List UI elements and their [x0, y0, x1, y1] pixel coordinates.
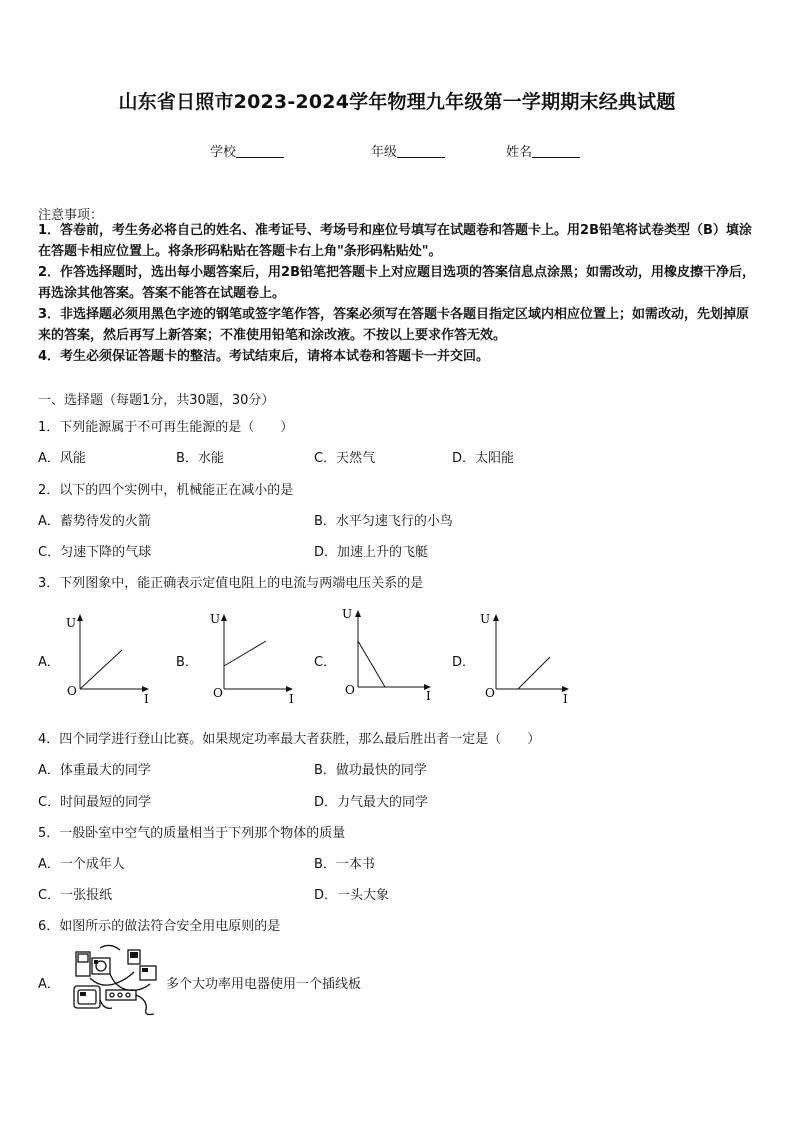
- page-title: 山东省日照市2023-2024学年物理九年级第一学期期末经典试题: [118, 91, 676, 113]
- question-2-stem: 2．以下的四个实例中，机械能正在减小的是: [38, 483, 294, 498]
- graph-c-y-label: U: [342, 607, 353, 621]
- school-field[interactable]: [210, 141, 284, 160]
- q3-option-d[interactable]: D．: [452, 655, 476, 670]
- graph-a-origin: O: [67, 684, 77, 698]
- name-field[interactable]: [506, 141, 580, 160]
- q3-option-a[interactable]: A．: [38, 655, 60, 670]
- graph-a: [60, 606, 160, 706]
- question-4-stem: 4．四个同学进行登山比赛。如果规定功率最大者获胜，那么最后胜出者一定是（ ）: [38, 732, 541, 747]
- graph-d-y-label: U: [480, 612, 491, 626]
- question-3-stem: 3．下列图象中，能正确表示定值电阻上的电流与两端电压关系的是: [38, 576, 424, 591]
- question-5-stem: 5．一般卧室中空气的质量相当于下列那个物体的质量: [38, 826, 346, 841]
- q1-option-b[interactable]: B．水能: [176, 451, 224, 466]
- q4-option-d[interactable]: D．力气最大的同学: [314, 795, 429, 810]
- q3-option-b[interactable]: B．: [176, 655, 198, 670]
- power-strip-illustration: [70, 944, 162, 1018]
- graph-b-origin: O: [213, 686, 223, 700]
- q4-option-c[interactable]: C．时间最短的同学: [38, 795, 152, 810]
- graph-d-x-label: I: [563, 692, 568, 706]
- school-blank[interactable]: [236, 144, 284, 158]
- name-label: 姓名: [506, 145, 533, 160]
- q3-option-c[interactable]: C．: [314, 655, 337, 670]
- q5-option-b[interactable]: B．一本书: [314, 857, 375, 872]
- q1-option-c[interactable]: C．天然气: [314, 451, 376, 466]
- question-1-stem: 1．下列能源属于不可再生能源的是（ ）: [38, 420, 294, 435]
- q1-option-d[interactable]: D．太阳能: [452, 451, 515, 466]
- q4-option-b[interactable]: B．做功最快的同学: [314, 763, 427, 778]
- grade-blank[interactable]: [397, 144, 445, 158]
- q5-option-a[interactable]: A．一个成年人: [38, 857, 125, 872]
- grade-label: 年级: [371, 145, 398, 160]
- name-blank[interactable]: [532, 144, 580, 158]
- section-heading: 一、选择题（每题1分，共30题，30分）: [38, 393, 275, 408]
- grade-field[interactable]: [371, 141, 445, 160]
- notes-heading: 注意事项：: [38, 208, 104, 223]
- graph-b-x-label: I: [289, 692, 294, 706]
- question-6-stem: 6．如图所示的做法符合安全用电原则的是: [38, 919, 281, 934]
- q2-option-c[interactable]: C．匀速下降的气球: [38, 545, 152, 560]
- note-item-4: 4．考生必须保证答题卡的整洁。考试结束后，请将本试卷和答题卡一并交回。: [38, 349, 490, 364]
- graph-b: [204, 606, 304, 706]
- q5-option-c[interactable]: C．一张报纸: [38, 888, 113, 903]
- graph-d-origin: O: [485, 686, 495, 700]
- graph-b-y-label: U: [210, 612, 221, 626]
- q6-option-a[interactable]: A．: [38, 977, 60, 992]
- school-label: 学校: [210, 145, 237, 160]
- q6-option-a-caption: 多个大功率用电器使用一个插线板: [166, 977, 362, 992]
- q4-option-a[interactable]: A．体重最大的同学: [38, 763, 151, 778]
- graph-c-origin: O: [345, 683, 355, 697]
- q2-option-d[interactable]: D．加速上升的飞艇: [314, 545, 429, 560]
- graph-c: [338, 600, 438, 700]
- note-item-3: 3．非选择题必须用黑色字迹的钢笔或签字笔作答，答案必须写在答题卡各题目指定区域内相应位置上；如需改动，先划掉原来的答案，然后再写上新答案；不准使用铅笔和涂改液。不按以上要求作答无效。: [38, 307, 750, 343]
- note-item-1: 1．答卷前，考生务必将自己的姓名、准考证号、考场号和座位号填写在试题卷和答题卡上。用2B铅笔将试卷类型（B）填涂在答题卡相应位置上。将条形码粘贴在答题卡右上角"条形码粘贴处"。: [38, 223, 752, 259]
- q5-option-d[interactable]: D．一头大象: [314, 888, 390, 903]
- q2-option-b[interactable]: B．水平匀速飞行的小鸟: [314, 514, 453, 529]
- graph-a-y-label: U: [66, 616, 77, 630]
- q2-option-a[interactable]: A．蓄势待发的火箭: [38, 514, 151, 529]
- note-item-2: 2．作答选择题时，选出每小题答案后，用2B铅笔把答题卡上对应题目选项的答案信息点涂黑；如需改动，用橡皮擦干净后，再选涂其他答案。答案不能答在试题卷上。: [38, 265, 756, 301]
- graph-d: [476, 606, 576, 706]
- q1-option-a[interactable]: A．风能: [38, 451, 86, 466]
- graph-a-x-label: I: [144, 692, 149, 706]
- graph-c-x-label: I: [426, 689, 431, 700]
